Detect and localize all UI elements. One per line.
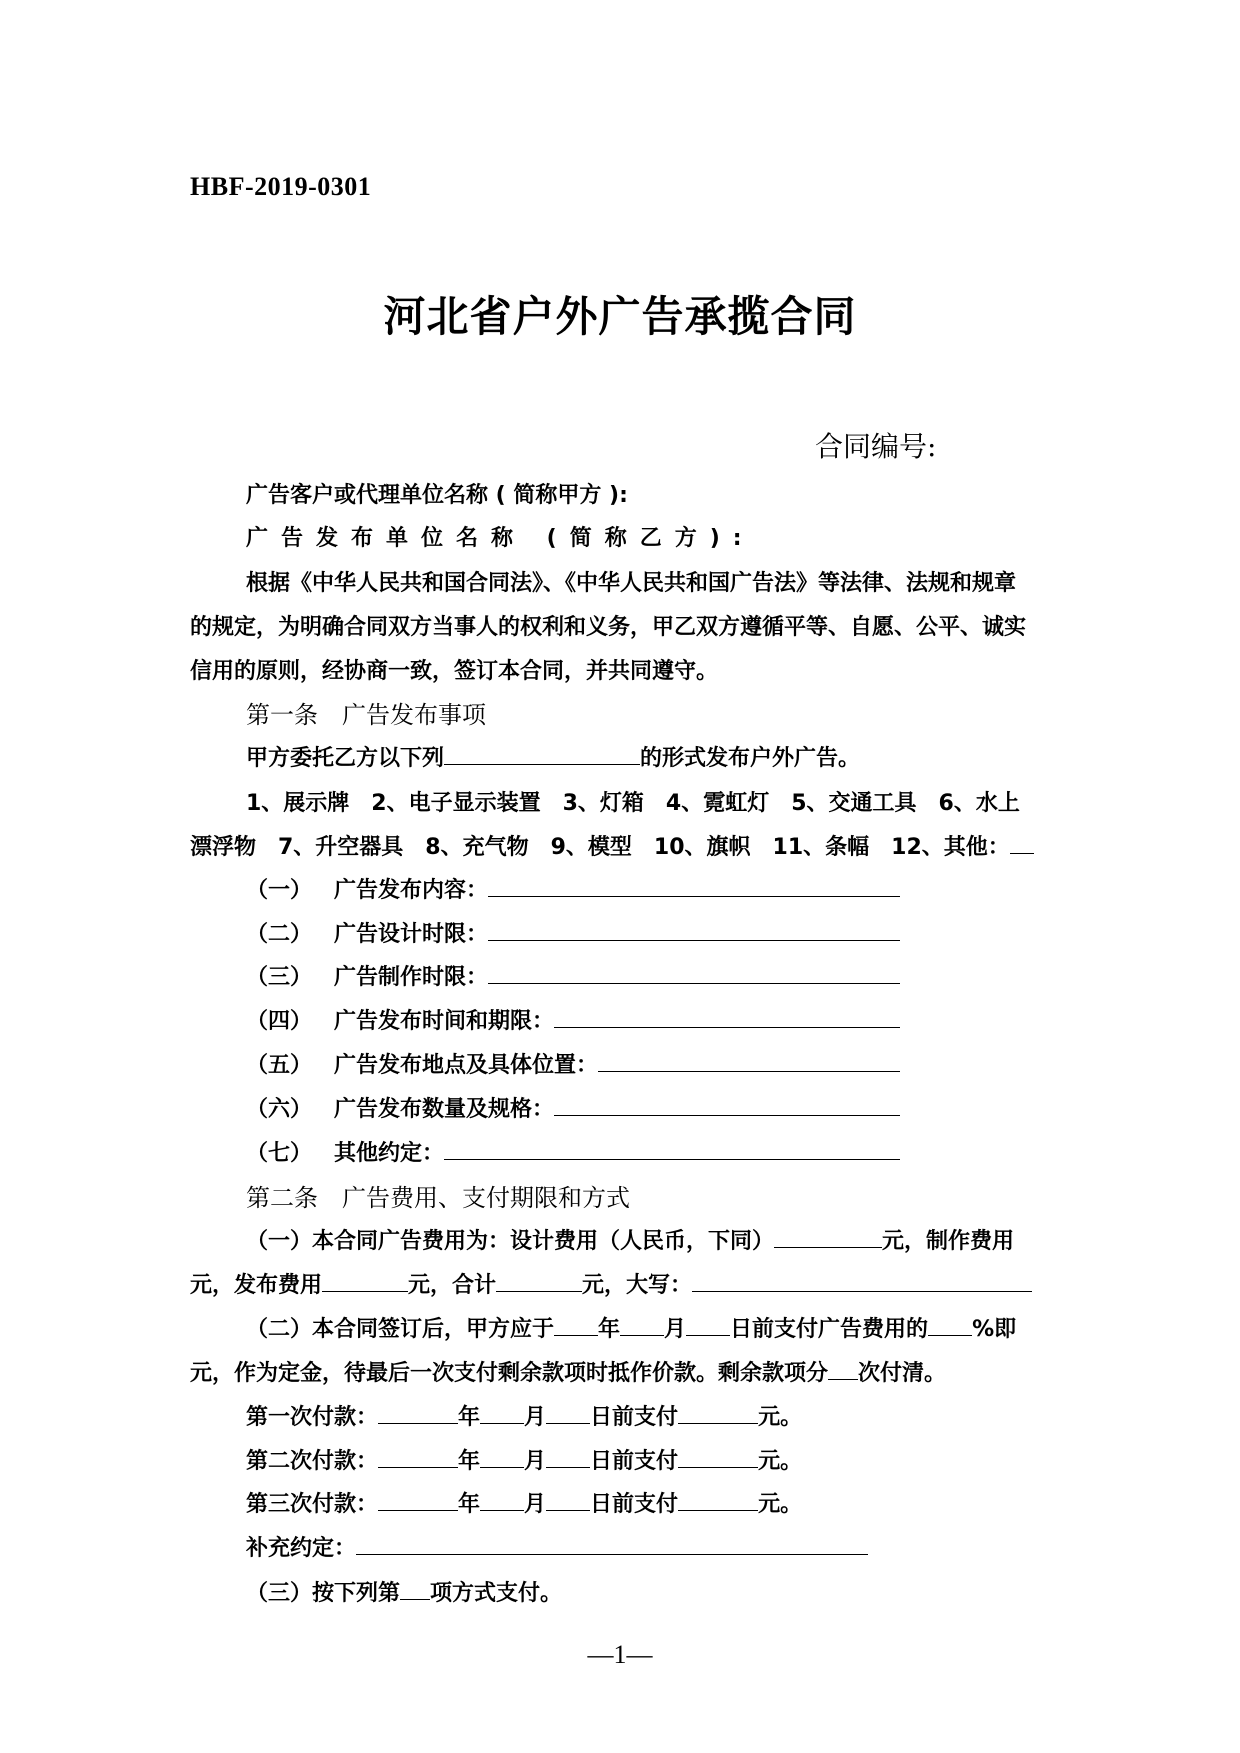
design-fee-blank[interactable]	[774, 1225, 882, 1248]
supplement-line	[246, 1531, 868, 1562]
deposit-year-blank[interactable]	[554, 1313, 598, 1336]
payment-day-label: 日前支付	[590, 1492, 679, 1517]
method-text-b: 项方式支付。	[430, 1581, 563, 1606]
payment-row	[246, 1444, 802, 1475]
payment-day-blank[interactable]	[546, 1488, 590, 1511]
total-fee-words-blank[interactable]	[692, 1269, 1032, 1292]
item-row	[246, 1004, 900, 1035]
payment-yuan-label: 元。	[758, 1449, 803, 1474]
deposit-line-1	[246, 1312, 1016, 1343]
fee-text-d: 元，合计	[408, 1273, 497, 1298]
design-period-blank[interactable]	[488, 918, 900, 941]
ad-type-other-blank[interactable]	[1010, 831, 1034, 854]
payment-year-blank[interactable]	[378, 1445, 458, 1468]
supplement-label: 补充约定：	[246, 1536, 357, 1561]
payment-label: 第一次付款：	[246, 1405, 379, 1430]
item-number: （七）	[246, 1141, 313, 1166]
item-row	[246, 960, 900, 991]
item-label: 广告发布内容：	[334, 878, 489, 903]
payment-year-label: 年	[458, 1449, 481, 1474]
payment-label: 第二次付款：	[246, 1449, 379, 1474]
payment-year-label: 年	[458, 1492, 481, 1517]
commission-text-post: 的形式发布户外广告。	[640, 746, 861, 771]
article-1-heading: 第一条 广告发布事项	[246, 701, 486, 729]
payment-month-label: 月	[524, 1405, 547, 1430]
intro-line-3: 信用的原则，经协商一致，签订本合同，并共同遵守。	[190, 659, 719, 684]
item-number: （六）	[246, 1097, 313, 1122]
page-title: 河北省户外广告承揽合同	[383, 292, 857, 341]
payment-month-blank[interactable]	[480, 1401, 524, 1424]
total-fee-blank[interactable]	[496, 1269, 582, 1292]
payment-month-label: 月	[524, 1492, 547, 1517]
method-text-a: （三）按下列第	[246, 1581, 401, 1606]
item-label: 其他约定：	[334, 1141, 445, 1166]
payment-amount-blank[interactable]	[678, 1401, 758, 1424]
deposit-month-blank[interactable]	[620, 1313, 664, 1336]
fee-line-1	[246, 1224, 1014, 1255]
item-row	[246, 1048, 900, 1079]
payment-year-blank[interactable]	[378, 1488, 458, 1511]
ad-types-line-1: 1、展示牌 2、电子显示装置 3、灯箱 4、霓虹灯 5、交通工具 6、水上	[246, 791, 1020, 816]
commission-form-blank[interactable]	[444, 742, 640, 765]
deposit-text-g: 次付清。	[858, 1361, 947, 1386]
deposit-percent-blank[interactable]	[928, 1313, 972, 1336]
deposit-year-label: 年	[598, 1317, 621, 1342]
deposit-text-d: 日前支付广告费用的	[730, 1317, 929, 1342]
payment-year-blank[interactable]	[378, 1401, 458, 1424]
payment-row	[246, 1400, 802, 1431]
payment-month-blank[interactable]	[480, 1488, 524, 1511]
fee-text-e: 元，大写：	[582, 1273, 693, 1298]
payment-method-blank[interactable]	[400, 1577, 430, 1600]
item-number: （五）	[246, 1053, 313, 1078]
payment-row	[246, 1487, 802, 1518]
fee-text-c: 元，发布费用	[190, 1273, 323, 1298]
production-period-blank[interactable]	[488, 961, 900, 984]
item-label: 广告发布数量及规格：	[334, 1097, 555, 1122]
item-label: 广告发布地点及具体位置：	[334, 1053, 599, 1078]
publish-location-blank[interactable]	[598, 1049, 900, 1072]
ad-types-line-2	[190, 830, 1034, 861]
publish-fee-blank[interactable]	[322, 1269, 408, 1292]
item-number: （一）	[246, 878, 313, 903]
item-row	[246, 873, 900, 904]
item-label: 广告制作时限：	[334, 965, 489, 990]
item-number: （四）	[246, 1009, 313, 1034]
payment-day-blank[interactable]	[546, 1401, 590, 1424]
supplement-blank[interactable]	[356, 1532, 868, 1555]
item-label: 广告设计时限：	[334, 922, 489, 947]
commission-line	[246, 741, 860, 772]
ad-types-text: 漂浮物 7、升空器具 8、充气物 9、模型 10、旗帜 11、条幅 12、其他：	[190, 835, 1010, 860]
payment-month-blank[interactable]	[480, 1445, 524, 1468]
item-row	[246, 1092, 900, 1123]
item-row	[246, 1136, 900, 1167]
fee-line-2	[190, 1268, 1032, 1299]
intro-line-2: 的规定，为明确合同双方当事人的权利和义务，甲乙双方遵循平等、自愿、公平、诚实	[190, 615, 1027, 640]
item-number: （三）	[246, 965, 313, 990]
commission-text-pre: 甲方委托乙方以下列	[246, 746, 445, 771]
payment-yuan-label: 元。	[758, 1492, 803, 1517]
publish-quantity-blank[interactable]	[554, 1093, 900, 1116]
installments-count-blank[interactable]	[828, 1357, 858, 1380]
document-code: HBF-2019-0301	[190, 172, 372, 201]
payment-yuan-label: 元。	[758, 1405, 803, 1430]
deposit-line-2	[190, 1356, 946, 1387]
deposit-day-blank[interactable]	[686, 1313, 730, 1336]
payment-day-blank[interactable]	[546, 1445, 590, 1468]
payment-day-label: 日前支付	[590, 1405, 679, 1430]
payment-year-label: 年	[458, 1405, 481, 1430]
payment-day-label: 日前支付	[590, 1449, 679, 1474]
payment-amount-blank[interactable]	[678, 1445, 758, 1468]
contract-number-label: 合同编号:	[815, 430, 937, 463]
publish-period-blank[interactable]	[554, 1005, 900, 1028]
payment-amount-blank[interactable]	[678, 1488, 758, 1511]
page-number: —1—	[587, 1640, 653, 1669]
fee-text-b: 元，制作费用	[882, 1229, 1015, 1254]
payment-month-label: 月	[524, 1449, 547, 1474]
fee-text-a: （一）本合同广告费用为：设计费用（人民币，下同）	[246, 1229, 775, 1254]
deposit-month-label: 月	[664, 1317, 687, 1342]
deposit-text-e: %即	[972, 1317, 1017, 1342]
other-terms-blank[interactable]	[444, 1137, 900, 1160]
party-a-label: 广告客户或代理单位名称 ( 简称甲方 ):	[246, 483, 628, 508]
item-number: （二）	[246, 922, 313, 947]
ad-content-blank[interactable]	[488, 874, 900, 897]
deposit-text-f: 元，作为定金，待最后一次支付剩余款项时抵作价款。剩余款项分	[190, 1361, 829, 1386]
payment-method-line	[246, 1576, 562, 1607]
item-label: 广告发布时间和期限：	[334, 1009, 555, 1034]
party-b-label: 广告发布单位名称 (简称乙方):	[246, 526, 755, 551]
item-row	[246, 917, 900, 948]
deposit-text-a: （二）本合同签订后，甲方应于	[246, 1317, 555, 1342]
intro-line-1: 根据《中华人民共和国合同法》、《中华人民共和国广告法》等法律、法规和规章	[246, 571, 1017, 596]
payment-label: 第三次付款：	[246, 1492, 379, 1517]
article-2-heading: 第二条 广告费用、支付期限和方式	[246, 1184, 630, 1212]
